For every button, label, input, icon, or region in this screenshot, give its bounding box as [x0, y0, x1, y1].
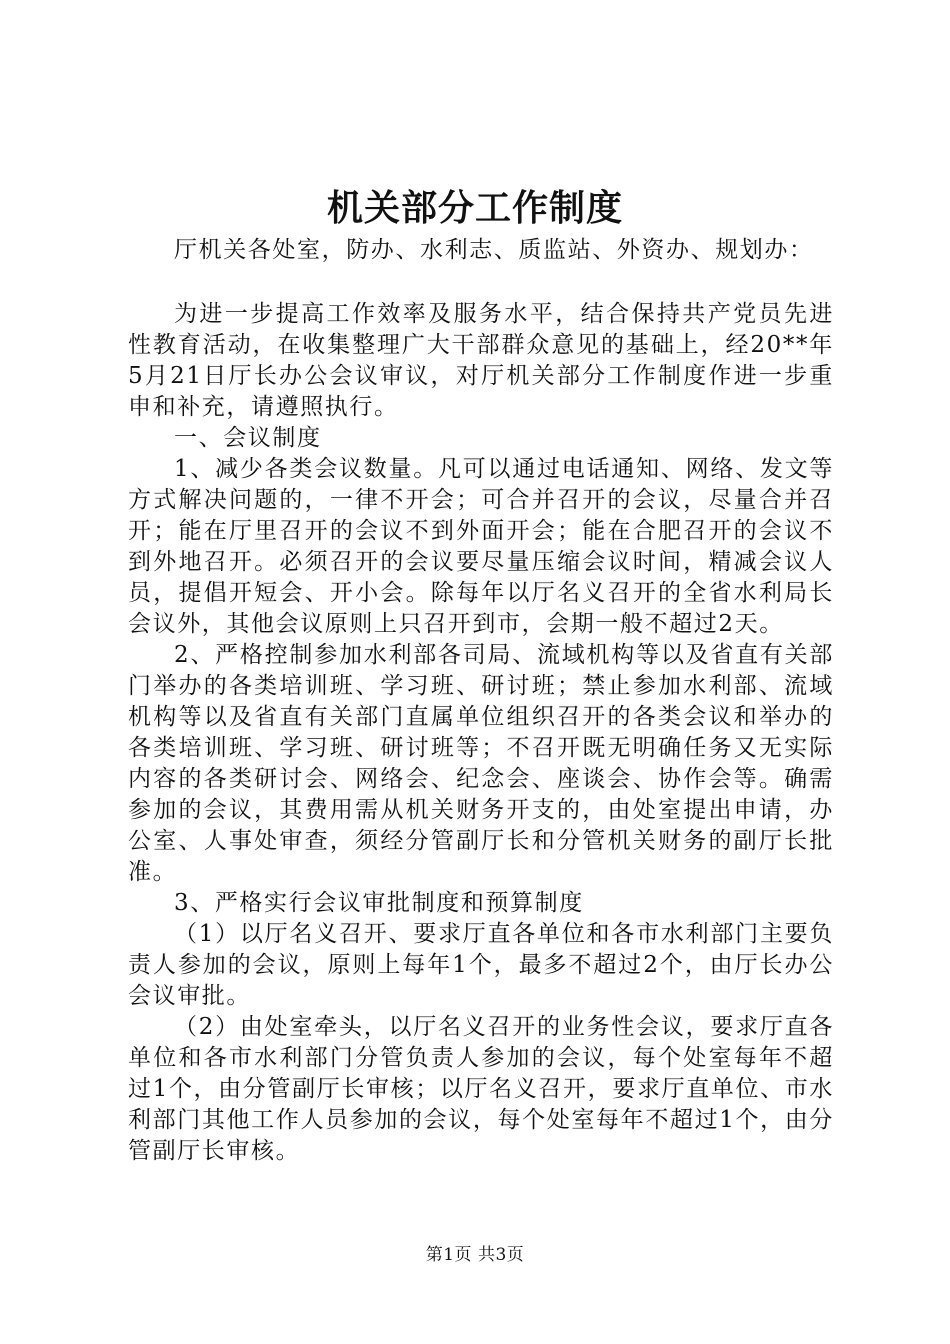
paragraph-item-2: 2、严格控制参加水利部各司局、流域机构等以及省直有关部门举办的各类培训班、学习班、研讨班；禁止参加水利部、流域机构等以及省直有关部门直属单位组织召开的各类会议和举办的各类培训班、学习班、研讨班等；不召开既无明确任务又无实际内容的各类研讨会、网络会、纪念会、座谈会、协作会等。确需参加的会议，其费用需从机关财务开支的，由处室提出申请，办公室、人事处审查，须经分管副厅长和分管机关财务的副厅长批准。 [128, 642, 834, 885]
salutation: 厅机关各处室，防办、水利志、质监站、外资办、规划办： [174, 237, 814, 263]
paragraph-item-3: 3、严格实行会议审批制度和预算制度 [174, 890, 584, 916]
paragraph-intro: 为进一步提高工作效率及服务水平，结合保持共产党员先进性教育活动，在收集整理广大干部群众意见的基础上，经20**年5月21日厅长办公会议审议，对厅机关部分工作制度作进一步重申和补充，请遵照执行。 [128, 301, 834, 420]
page-footer: 第1页 共3页 [425, 1245, 525, 1265]
paragraph-item-1: 1、减少各类会议数量。凡可以通过电话通知、网络、发文等方式解决问题的，一律不开会；可合并召开的会议，尽量合并召开；能在厅里召开的会议不到外面开会；能在合肥召开的会议不到外地召开。必须召开的会议要尽量压缩会议时间，精减会议人员，提倡开短会、开小会。除每年以厅名义召开的全省水利局长会议外，其他会议原则上只召开到市，会期一般不超过2天。 [128, 456, 834, 637]
document-title: 机关部分工作制度 [326, 187, 623, 229]
section-heading-meetings: 一、会议制度 [174, 425, 322, 451]
paragraph-subitem-1: （1）以厅名义召开、要求厅直各单位和各市水利部门主要负责人参加的会议，原则上每年1个，最多不超过2个，由厅长办公会议审批。 [128, 921, 834, 1009]
paragraph-subitem-2: （2）由处室牵头，以厅名义召开的业务性会议，要求厅直各单位和各市水利部门分管负责人参加的会议，每个处室每年不超过1个，由分管副厅长审核；以厅名义召开，要求厅直单位、市水利部门其他工作人员参加的会议，每个处室每年不超过1个，由分管副厅长审核。 [128, 1014, 834, 1164]
document-body [128, 235, 834, 1167]
